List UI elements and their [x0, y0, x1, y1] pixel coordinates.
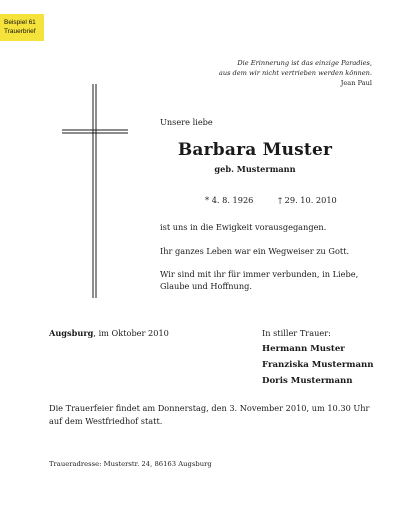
mourner-name: Hermann Muster [262, 344, 345, 354]
cross-icon [62, 84, 128, 298]
mourning-label: In stiller Trauer: [262, 328, 331, 338]
birth-date: * 4. 8. 1926 [205, 195, 254, 205]
place-date [49, 327, 169, 339]
mourner-name: Franziska Mustermann [262, 360, 374, 370]
badge-line-1: Beispiel 61 [4, 19, 36, 26]
quote-author: Jean Paul [340, 79, 372, 87]
paragraph-2: Ihr ganzes Leben war ein Wegweiser zu Gott. [160, 246, 350, 256]
paragraph-3: Wir sind mit ihr für immer verbunden, in Liebe, Glaube und Hoffnung. [160, 269, 359, 291]
paragraph-1: ist uns in die Ewigkeit vorausgegangen. [160, 222, 327, 232]
death-date: † 29. 10. 2010 [277, 195, 337, 205]
quote-line-2: aus dem wir nicht vertrieben werden können. [218, 69, 372, 77]
quote-line-1: Die Erinnerung ist das einzige Paradies, [237, 59, 372, 67]
maiden-name: geb. Mustermann [214, 164, 296, 174]
life-dates [205, 194, 337, 206]
place-city: Augsburg [49, 328, 94, 338]
mourners-list [262, 341, 374, 389]
deceased-name: Barbara Muster [177, 140, 333, 160]
intro-text: Unsere liebe [160, 117, 213, 127]
badge-line-2: Trauerbrief [4, 28, 36, 35]
place-date-text: , im Oktober 2010 [93, 328, 169, 338]
example-badge [0, 14, 44, 41]
funeral-notice: Die Trauerfeier findet am Donnerstag, den 3. November 2010, um 10.30 Uhr auf dem Westfriedhof statt. [49, 403, 370, 426]
mourner-name: Doris Mustermann [262, 376, 353, 386]
quote [182, 58, 372, 88]
mourning-address: Traueradresse: Musterstr. 24, 86163 Augsburg [49, 460, 212, 468]
